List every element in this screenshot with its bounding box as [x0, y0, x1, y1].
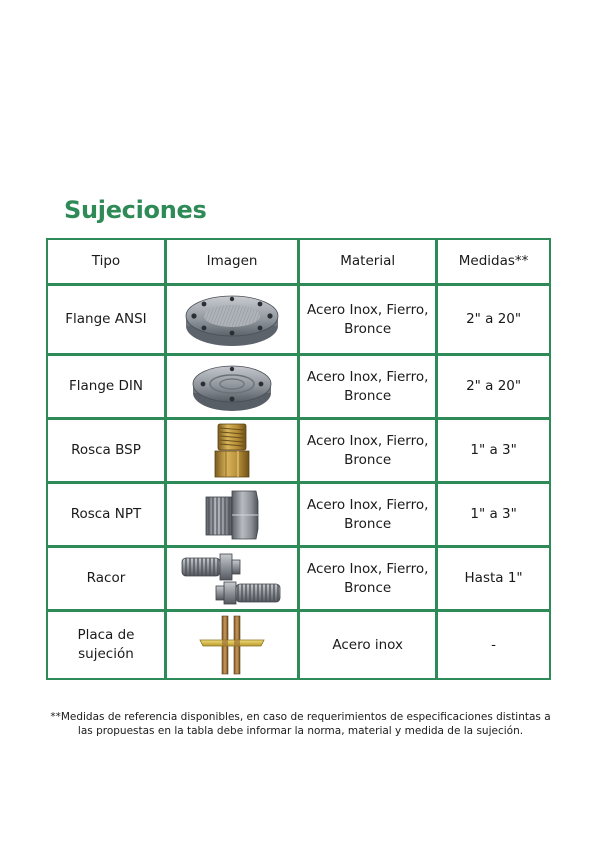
- header-tipo: Tipo: [48, 240, 167, 286]
- header-material: Material: [300, 240, 438, 286]
- cell-material: Acero Inox, Fierro, Bronce: [300, 420, 438, 484]
- cell-tipo: Flange ANSI: [48, 286, 167, 356]
- cell-imagen: [167, 612, 300, 678]
- racor-icon: [180, 550, 284, 608]
- cell-material: Acero Inox, Fierro, Bronce: [300, 286, 438, 356]
- page-title: Sujeciones: [64, 196, 207, 224]
- cell-material: Acero Inox, Fierro, Bronce: [300, 548, 438, 612]
- footnote: **Medidas de referencia disponibles, en caso de requerimientos de especificaciones distintas a las propuestas en la tabla debe informar la norma, material y medida de la sujeción.: [50, 711, 551, 737]
- cell-imagen: [167, 548, 300, 612]
- cell-medidas: -: [491, 636, 497, 653]
- sujeciones-table: [46, 238, 551, 680]
- table-row: [48, 548, 549, 612]
- header-medidas: Medidas**: [438, 240, 549, 286]
- header-imagen: Imagen: [167, 240, 300, 286]
- cell-imagen: [167, 286, 300, 356]
- flange-ansi-icon: [182, 288, 282, 352]
- table-row: [48, 286, 549, 356]
- cell-tipo: Flange DIN: [48, 356, 167, 420]
- cell-tipo: Racor: [48, 548, 167, 612]
- cell-material: Acero inox: [300, 612, 438, 678]
- placa-sujecion-icon: [197, 614, 267, 676]
- table-row: [48, 484, 549, 548]
- table-row: [48, 356, 549, 420]
- cell-tipo: Placa de sujeción: [48, 612, 167, 678]
- cell-medidas: 1" a 3": [438, 484, 549, 548]
- rosca-bsp-icon: [212, 421, 252, 481]
- cell-imagen: [167, 484, 300, 548]
- flange-din-icon: [189, 358, 275, 416]
- cell-imagen: [167, 420, 300, 484]
- table-row: [48, 612, 549, 678]
- cell-tipo: Rosca NPT: [48, 484, 167, 548]
- cell-imagen: [167, 356, 300, 420]
- cell-medidas: Hasta 1": [438, 548, 549, 612]
- table-row: [48, 420, 549, 484]
- cell-medidas: 2" a 20": [438, 286, 549, 356]
- cell-medidas: 1" a 3": [438, 420, 549, 484]
- cell-material: Acero Inox, Fierro, Bronce: [300, 484, 438, 548]
- cell-tipo: Rosca BSP: [48, 420, 167, 484]
- cell-material: Acero Inox, Fierro, Bronce: [300, 356, 438, 420]
- cell-medidas: 2" a 20": [438, 356, 549, 420]
- rosca-npt-icon: [202, 487, 262, 543]
- table-header-row: [48, 240, 549, 286]
